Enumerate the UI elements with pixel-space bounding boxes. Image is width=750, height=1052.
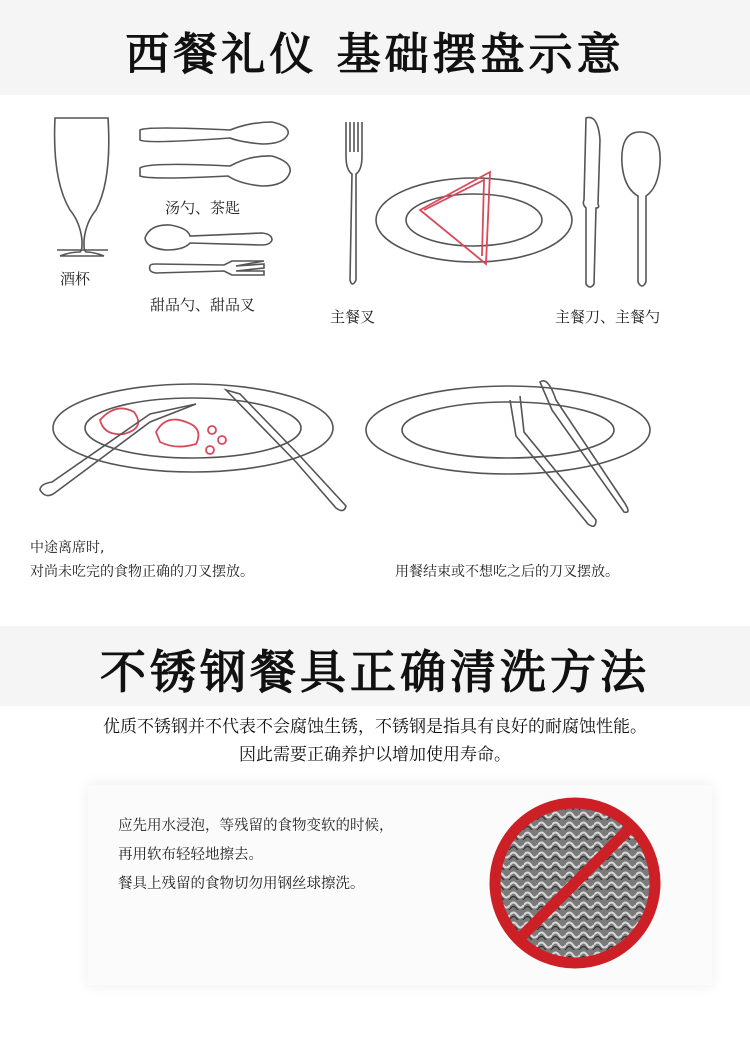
cleaning-title: 不锈钢餐具正确清洗方法: [100, 645, 650, 699]
cleaning-tip: 应先用水浸泡，等残留的食物变软的时候，: [118, 818, 394, 834]
plate-etiquette-illustration: [0, 360, 750, 540]
page-title: 西餐礼仪 基础摆盘示意: [125, 29, 625, 80]
dinner-plate-icon: [376, 178, 572, 262]
paused-caption-line2: 对尚未吃完的食物正确的刀叉摆放。: [30, 564, 254, 580]
main-fork-icon: [346, 122, 362, 284]
main-fork-label: 主餐叉: [330, 308, 376, 326]
paused-caption-line1: 中途离席时,: [30, 540, 105, 556]
finished-plate-icon: [366, 381, 650, 526]
cleaning-tip: 餐具上残留的食物切勿用钢丝球擦洗。: [118, 876, 365, 892]
dessert-spoon-icon: [145, 225, 272, 250]
soup-spoon-label: 汤勺、茶匙: [165, 199, 241, 217]
tea-spoon-icon: [140, 156, 290, 186]
dessert-fork-icon: [150, 261, 264, 275]
soup-spoon-icon: [140, 122, 288, 144]
cleaning-desc-line2: 因此需要正确养护以增加使用寿命。: [239, 745, 511, 765]
main-spoon-icon: [622, 132, 660, 286]
tableware-illustration: [0, 100, 750, 330]
no-steel-wool-icon: [482, 790, 668, 976]
napkin-icon: [420, 172, 490, 264]
wine-glass-icon: [55, 118, 109, 256]
cleaning-desc-line1: 优质不锈钢并不代表不会腐蚀生锈，不锈钢是指具有良好的耐腐蚀性能。: [103, 717, 647, 737]
paused-plate-icon: [40, 384, 346, 511]
finished-caption: 用餐结束或不想吃之后的刀叉摆放。: [395, 564, 619, 580]
main-knife-icon: [583, 117, 600, 287]
wine-glass-label: 酒杯: [60, 270, 91, 288]
dessert-label: 甜品勺、甜品叉: [150, 296, 256, 314]
main-knife-spoon-label: 主餐刀、主餐勺: [555, 308, 661, 326]
cleaning-tip: 再用软布轻轻地擦去。: [118, 847, 263, 863]
